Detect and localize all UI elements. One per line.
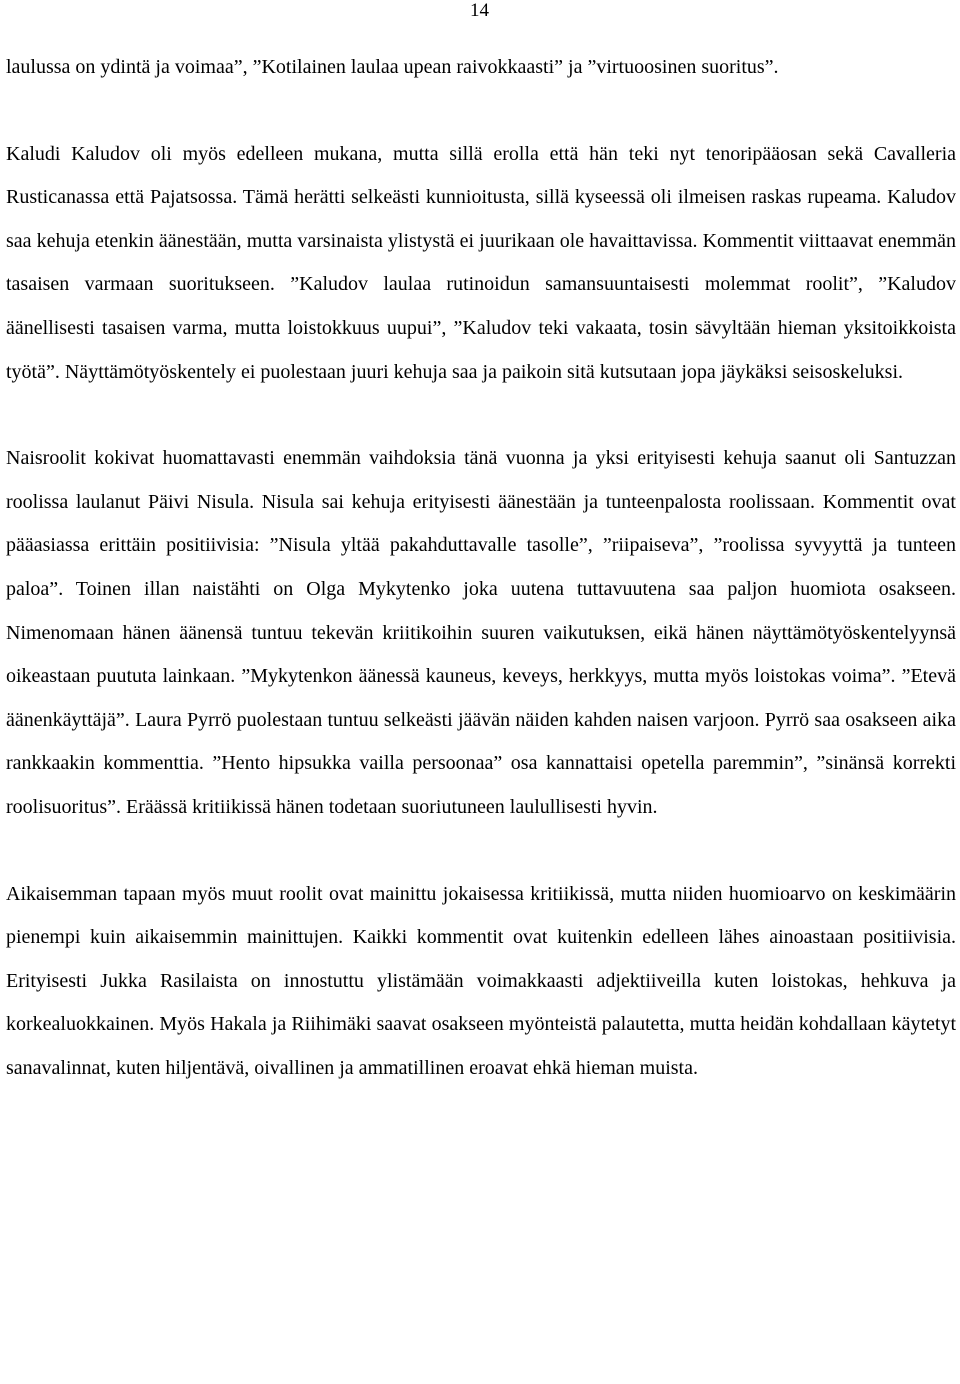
paragraph-1: laulussa on ydintä ja voimaa”, ”Kotilainen laulaa upean raivokkaasti” ja ”virtuoosinen suoritus”.	[6, 56, 779, 78]
body-text	[6, 46, 956, 1090]
paragraph-3: Naisroolit kokivat huomattavasti enemmän vaihdoksia tänä vuonna ja yksi erityisesti kehuja saanut oli Santuzzan roolissa laulanut Päivi Nisula. Nisula sai kehuja erityisesti äänestään ja tunteenpalosta roolissaan. Kommentit ovat pääasiassa erittäin positiivisia: ”Nisula yltää pakahduttavalle tasolle”, ”riipaiseva”, ”roolissa syvyyttä ja tunteen paloa”. Toinen illan naistähti on Olga Mykytenko joka uutena tuttavuutena saa paljon huomiota osakseen. Nimenomaan hänen äänensä tuntuu tekevän kriitikoihin suuren vaikutuksen, eikä hänen näyttämötyöskentelyynsä oikeastaan puututa lainkaan. ”Mykytenkon äänessä kauneus, keveys, herkkyys, mutta myös loistokas voima”. ”Etevä äänenkäyttäjä”. Laura Pyrrö puolestaan tuntuu selkeästi jäävän näiden kahden naisen varjoon. Pyrrö saa osakseen aika rankkaakin kommenttia. ”Hento hipsukka vailla persoonaa” osa kannattaisi opetella paremmin”, ”sinänsä korrekti roolisuoritus”. Eräässä kritiikissä hänen todetaan suoriutuneen laulullisesti hyvin.	[6, 447, 956, 818]
paragraph-2: Kaludi Kaludov oli myös edelleen mukana, mutta sillä erolla että hän teki nyt tenoripääosan sekä Cavalleria Rusticanassa että Pajatsossa. Tämä herätti selkeästi kunnioitusta, sillä kyseessä oli ilmeisen raskas rupeama. Kaludov saa kehuja etenkin äänestään, mutta varsinaista ylistystä ei juurikaan ole havaittavissa. Kommentit viittaavat enemmän tasaisen varmaan suoritukseen. ”Kaludov laulaa rutinoidun samansuuntaisesti molemmat roolit”, ”Kaludov äänellisesti tasaisen varma, mutta loistokkuus uupui”, ”Kaludov teki vakaata, tosin sävyltään hieman yksitoikkoista työtä”. Näyttämötyöskentely ei puolestaan juuri kehuja saa ja paikoin sitä kutsutaan jopa jäykäksi seisoskeluksi.	[6, 142, 956, 383]
paragraph-4: Aikaisemman tapaan myös muut roolit ovat mainittu jokaisessa kritiikissä, mutta niiden huomioarvo on keskimäärin pienempi kuin aikaisemmin mainittujen. Kaikki kommentit ovat kuitenkin edelleen lähes ainoastaan positiivisia. Erityisesti Jukka Rasilaista on innostuttu ylistämään voimakkaasti adjektiiveilla kuten loistokas, hehkuva ja korkealuokkainen. Myös Hakala ja Riihimäki saavat osakseen myönteistä palautetta, mutta heidän kohdallaan käytetyt sanavalinnat, kuten hiljentävä, oivallinen ja ammatillinen eroavat ehkä hieman muista.	[6, 882, 956, 1079]
page-number: 14	[470, 0, 489, 21]
